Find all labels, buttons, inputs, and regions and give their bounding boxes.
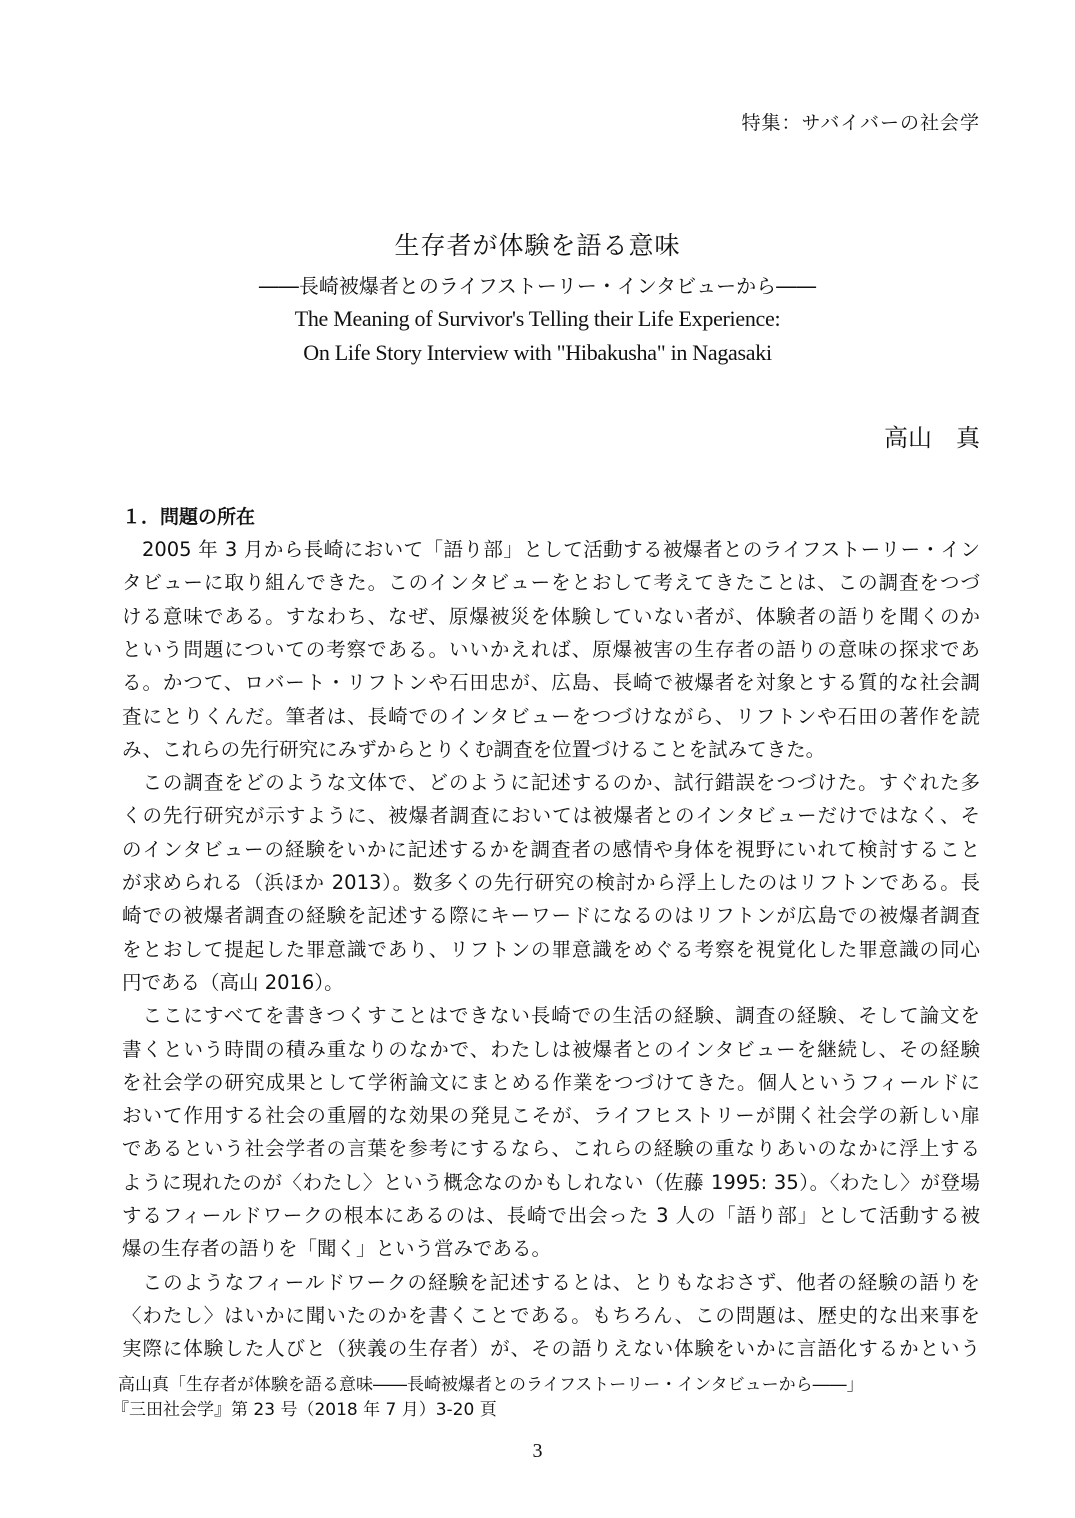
body-line: この調査をどのような文体で、どのように記述するのか、試行錯誤をつづけた。すぐれた多 <box>122 771 980 795</box>
body-line: 崎での被爆者調査の経験を記述する際にキーワードになるのはリフトンが広島での被爆者調査 <box>122 904 980 928</box>
citation-line-1: 高山真「生存者が体験を語る意味――長崎被爆者とのライフストーリー・インタビューから――」 <box>118 1375 864 1395</box>
body-line: このようなフィールドワークの経験を記述するとは、とりもなおさず、他者の経験の語りを <box>122 1270 980 1294</box>
body-line: するフィールドワークの根本にあるのは、長崎で出会った 3 人の「語り部」として活動する被 <box>122 1204 980 1227</box>
body-line: のインタビューの経験をいかに記述するかを調査者の感情や身体を視野にいれて検討すること <box>122 837 980 861</box>
subtitle-japanese: ――長崎被爆者とのライフストーリー・インタビューから―― <box>258 274 817 298</box>
body-line: 円である（高山 2016）。 <box>122 970 344 994</box>
title-english-line-2: On Life Story Interview with "Hibakusha" in Nagasaki <box>303 340 772 365</box>
section-heading: １．問題の所在 <box>122 506 256 528</box>
body-line: であるという社会学者の言葉を参考にするなら、これらの経験の重なりあいのなかに浮上する <box>122 1137 980 1161</box>
body-line: 2005 年 3 月から長崎において「語り部」として活動する被爆者とのライフストーリー・イン <box>122 538 980 561</box>
body-line: 爆の生存者の語りを「聞く」という営みである。 <box>122 1237 552 1261</box>
citation-line-2: 『三田社会学』第 23 号（2018 年 7 月）3-20 頁 <box>112 1400 497 1420</box>
body-line: おいて作用する社会の重層的な効果の発見こそが、ライフヒストリーが開く社会学の新しい扉 <box>122 1104 980 1128</box>
feature-label: 特集：サバイバーの社会学 <box>741 112 980 134</box>
page-number: 3 <box>532 1440 543 1462</box>
title-japanese: 生存者が体験を語る意味 <box>394 231 681 260</box>
body-line: を社会学の研究成果として学術論文にまとめる作業をつづけてきた。個人というフィールドに <box>122 1070 980 1094</box>
body-line: み、これらの先行研究にみずからとりくむ調査を位置づけることを試みてきた。 <box>122 737 826 761</box>
title-english-line-1: The Meaning of Survivor's Telling their Life Experience: <box>294 306 781 331</box>
body-line: をとおして提起した罪意識であり、リフトンの罪意識をめぐる考察を視覚化した罪意識の同心 <box>122 937 980 961</box>
body-line: 〈わたし〉はいかに聞いたのかを書くことである。もちろん、この問題は、歴史的な出来事を <box>122 1303 980 1327</box>
body-line: る。かつて、ロバート・リフトンや石田忠が、広島、長崎で被爆者を対象とする質的な社会調 <box>122 671 980 695</box>
body-line: 実際に体験した人びと（狭義の生存者）が、その語りえない体験をいかに言語化するかという <box>122 1337 980 1361</box>
body-line: 書くという時間の積み重なりのなかで、わたしは被爆者とのインタビューを継続し、その経験 <box>122 1037 980 1061</box>
body-line: ように現れたのが〈わたし〉という概念なのかもしれない（佐藤 1995: 35）。〈わたし〉が登場 <box>122 1170 980 1194</box>
body-line: ける意味である。すなわち、なぜ、原爆被災を体験していない者が、体験者の語りを聞くのか <box>122 604 980 628</box>
body-line: タビューに取り組んできた。このインタビューをとおして考えてきたことは、この調査をつづ <box>122 571 980 595</box>
body-line: という問題についての考察である。いいかえれば、原爆被害の生存者の語りの意味の探求であ <box>122 637 980 661</box>
author-name: 高山 真 <box>884 424 980 452</box>
body-line: が求められる（浜ほか 2013）。数多くの先行研究の検討から浮上したのはリフトンである。長 <box>122 871 980 894</box>
body-line: くの先行研究が示すように、被爆者調査においては被爆者とのインタビューだけではなく、そ <box>122 804 980 828</box>
body-line: 査にとりくんだ。筆者は、長崎でのインタビューをつづけながら、リフトンや石田の著作を読 <box>122 704 980 728</box>
body-line: ここにすべてを書きつくすことはできない長崎での生活の経験、調査の経験、そして論文を <box>122 1004 980 1028</box>
